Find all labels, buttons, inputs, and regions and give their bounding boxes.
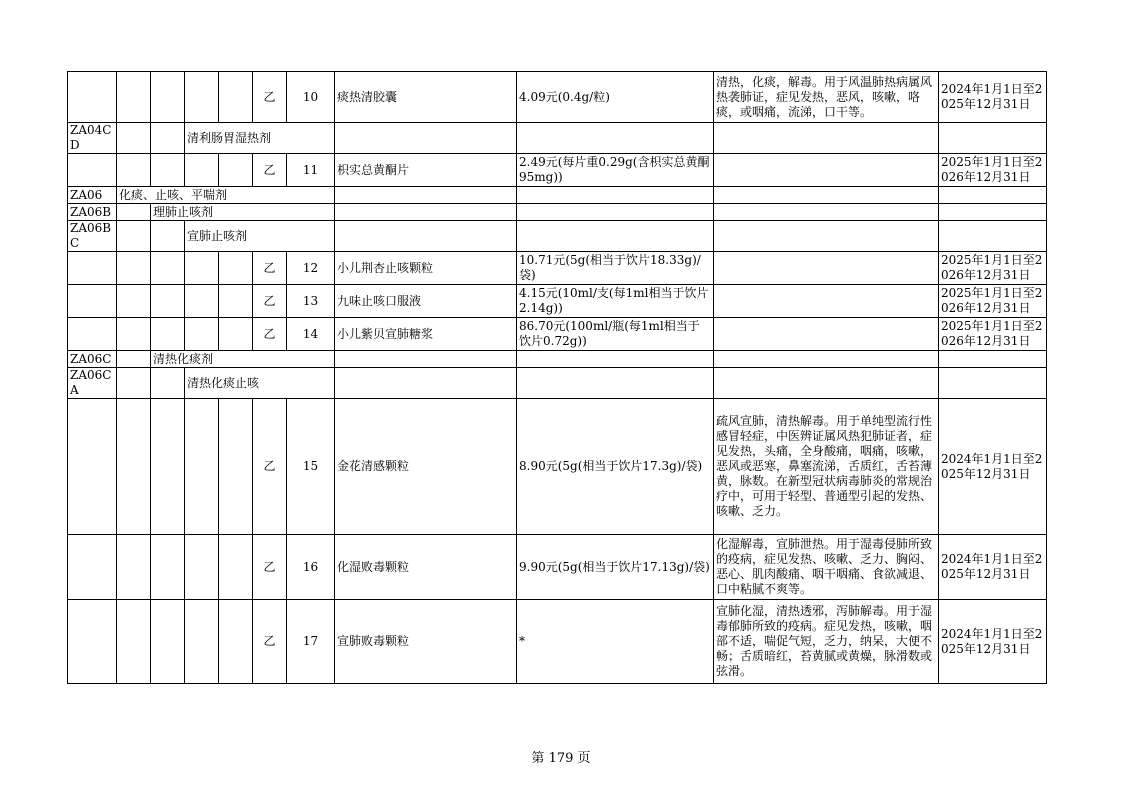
empty-cell bbox=[714, 221, 939, 252]
category-code-cell: ZA06C bbox=[68, 351, 117, 368]
drug-indication-cell bbox=[714, 252, 939, 285]
empty-cell bbox=[68, 535, 117, 600]
drug-kind-cell: 乙 bbox=[253, 318, 287, 351]
empty-cell bbox=[151, 399, 185, 535]
empty-cell bbox=[219, 72, 253, 123]
drug-number-cell: 13 bbox=[287, 285, 335, 318]
drug-name-cell: 枳实总黄酮片 bbox=[335, 154, 517, 187]
empty-cell bbox=[335, 187, 517, 204]
empty-cell bbox=[939, 368, 1047, 399]
empty-cell bbox=[185, 318, 219, 351]
category-label-cell: 清热化痰剂 bbox=[151, 351, 335, 368]
empty-cell bbox=[219, 285, 253, 318]
empty-cell bbox=[117, 535, 151, 600]
empty-cell bbox=[335, 123, 517, 154]
empty-cell bbox=[117, 285, 151, 318]
empty-cell bbox=[151, 285, 185, 318]
empty-cell bbox=[151, 123, 185, 154]
category-label-cell: 清热化痰止咳 bbox=[185, 368, 335, 399]
table-body bbox=[68, 72, 1047, 684]
table-row bbox=[68, 318, 1047, 351]
category-code-cell: ZA06B bbox=[68, 204, 117, 221]
category-code-cell: ZA06BC bbox=[68, 221, 117, 252]
empty-cell bbox=[68, 72, 117, 123]
category-label-cell: 理肺止咳剂 bbox=[151, 204, 335, 221]
empty-cell bbox=[117, 318, 151, 351]
empty-cell bbox=[517, 351, 714, 368]
drug-name-cell: 金花清感颗粒 bbox=[335, 399, 517, 535]
drug-period-cell: 2025年1月1日至2026年12月31日 bbox=[939, 285, 1047, 318]
empty-cell bbox=[185, 285, 219, 318]
drug-indication-cell: 化湿解毒，宣肺泄热。用于湿毒侵肺所致的疫病，症见发热、咳嗽、乏力、胸闷、恶心、肌肉酸痛、咽干咽痛、食欲减退、口中粘腻不爽等。 bbox=[714, 535, 939, 600]
table-row bbox=[68, 72, 1047, 123]
table-row bbox=[68, 368, 1047, 399]
empty-cell bbox=[219, 600, 253, 684]
empty-cell bbox=[117, 600, 151, 684]
empty-cell bbox=[335, 368, 517, 399]
empty-cell bbox=[939, 187, 1047, 204]
empty-cell bbox=[68, 252, 117, 285]
drug-name-cell: 痰热清胶囊 bbox=[335, 72, 517, 123]
empty-cell bbox=[219, 399, 253, 535]
drug-period-cell: 2024年1月1日至2025年12月31日 bbox=[939, 600, 1047, 684]
drug-kind-cell: 乙 bbox=[253, 72, 287, 123]
table-row bbox=[68, 535, 1047, 600]
empty-cell bbox=[151, 72, 185, 123]
empty-cell bbox=[185, 72, 219, 123]
empty-cell bbox=[939, 351, 1047, 368]
drug-price-cell: 10.71元(5g(相当于饮片18.33g)/袋) bbox=[517, 252, 714, 285]
empty-cell bbox=[939, 123, 1047, 154]
drug-number-cell: 11 bbox=[287, 154, 335, 187]
empty-cell bbox=[117, 399, 151, 535]
table-row bbox=[68, 600, 1047, 684]
empty-cell bbox=[714, 187, 939, 204]
drug-kind-cell: 乙 bbox=[253, 535, 287, 600]
table-row bbox=[68, 351, 1047, 368]
empty-cell bbox=[185, 535, 219, 600]
drug-name-cell: 宣肺败毒颗粒 bbox=[335, 600, 517, 684]
empty-cell bbox=[117, 351, 151, 368]
empty-cell bbox=[185, 154, 219, 187]
drug-price-cell: 4.15元(10ml/支(每1ml相当于饮片2.14g)) bbox=[517, 285, 714, 318]
table-row bbox=[68, 399, 1047, 535]
drug-period-cell: 2025年1月1日至2026年12月31日 bbox=[939, 318, 1047, 351]
drug-name-cell: 小儿荆杏止咳颗粒 bbox=[335, 252, 517, 285]
empty-cell bbox=[335, 351, 517, 368]
category-label-cell: 清利肠胃湿热剂 bbox=[185, 123, 335, 154]
empty-cell bbox=[68, 399, 117, 535]
table-row bbox=[68, 252, 1047, 285]
drug-price-cell: 8.90元(5g(相当于饮片17.3g)/袋) bbox=[517, 399, 714, 535]
category-code-cell: ZA04CD bbox=[68, 123, 117, 154]
empty-cell bbox=[117, 368, 151, 399]
empty-cell bbox=[117, 204, 151, 221]
empty-cell bbox=[68, 600, 117, 684]
empty-cell bbox=[151, 600, 185, 684]
drug-period-cell: 2024年1月1日至2025年12月31日 bbox=[939, 535, 1047, 600]
empty-cell bbox=[151, 154, 185, 187]
table-row bbox=[68, 204, 1047, 221]
empty-cell bbox=[68, 285, 117, 318]
drug-period-cell: 2024年1月1日至2025年12月31日 bbox=[939, 72, 1047, 123]
empty-cell bbox=[151, 221, 185, 252]
category-label-cell: 宣肺止咳剂 bbox=[185, 221, 335, 252]
empty-cell bbox=[151, 252, 185, 285]
drug-number-cell: 10 bbox=[287, 72, 335, 123]
drug-price-cell: * bbox=[517, 600, 714, 684]
drug-price-cell: 86.70元(100ml/瓶(每1ml相当于饮片0.72g)) bbox=[517, 318, 714, 351]
empty-cell bbox=[117, 72, 151, 123]
empty-cell bbox=[517, 123, 714, 154]
empty-cell bbox=[939, 221, 1047, 252]
empty-cell bbox=[151, 368, 185, 399]
drug-period-cell: 2025年1月1日至2026年12月31日 bbox=[939, 154, 1047, 187]
category-label-cell: 化痰、止咳、平喘剂 bbox=[117, 187, 335, 204]
drug-kind-cell: 乙 bbox=[253, 154, 287, 187]
drug-name-cell: 九味止咳口服液 bbox=[335, 285, 517, 318]
empty-cell bbox=[517, 187, 714, 204]
drug-number-cell: 15 bbox=[287, 399, 335, 535]
empty-cell bbox=[714, 351, 939, 368]
empty-cell bbox=[335, 204, 517, 221]
drug-indication-cell bbox=[714, 285, 939, 318]
empty-cell bbox=[714, 204, 939, 221]
empty-cell bbox=[219, 535, 253, 600]
empty-cell bbox=[517, 221, 714, 252]
category-code-cell: ZA06 bbox=[68, 187, 117, 204]
page-footer bbox=[0, 747, 1122, 766]
empty-cell bbox=[68, 154, 117, 187]
drug-price-cell: 2.49元(每片重0.29g(含枳实总黄酮95mg)) bbox=[517, 154, 714, 187]
empty-cell bbox=[335, 221, 517, 252]
empty-cell bbox=[219, 318, 253, 351]
empty-cell bbox=[117, 123, 151, 154]
empty-cell bbox=[151, 535, 185, 600]
page-label-prefix: 第 bbox=[531, 751, 545, 766]
empty-cell bbox=[185, 600, 219, 684]
drug-name-cell: 化湿败毒颗粒 bbox=[335, 535, 517, 600]
drug-number-cell: 12 bbox=[287, 252, 335, 285]
empty-cell bbox=[185, 399, 219, 535]
drug-price-cell: 4.09元(0.4g/粒) bbox=[517, 72, 714, 123]
empty-cell bbox=[219, 252, 253, 285]
drug-period-cell: 2025年1月1日至2026年12月31日 bbox=[939, 252, 1047, 285]
drug-kind-cell: 乙 bbox=[253, 252, 287, 285]
empty-cell bbox=[517, 204, 714, 221]
empty-cell bbox=[151, 318, 185, 351]
drug-indication-cell: 宣肺化湿，清热透邪，泻肺解毒。用于湿毒郁肺所致的疫病。症见发热，咳嗽，咽部不适，喘促气短，乏力，纳呆，大便不畅；舌质暗红，苔黄腻或黄燥，脉滑数或弦滑。 bbox=[714, 600, 939, 684]
drug-kind-cell: 乙 bbox=[253, 600, 287, 684]
drug-catalog-table bbox=[67, 71, 1047, 684]
drug-price-cell: 9.90元(5g(相当于饮片17.13g)/袋) bbox=[517, 535, 714, 600]
table-row bbox=[68, 221, 1047, 252]
category-code-cell: ZA06CA bbox=[68, 368, 117, 399]
drug-indication-cell: 清热，化痰，解毒。用于风温肺热病属风热袭肺证，症见发热，恶风，咳嗽，咯痰，或咽痛，流涕，口干等。 bbox=[714, 72, 939, 123]
empty-cell bbox=[714, 123, 939, 154]
drug-name-cell: 小儿紫贝宣肺糖浆 bbox=[335, 318, 517, 351]
drug-indication-cell bbox=[714, 318, 939, 351]
drug-indication-cell: 疏风宣肺，清热解毒。用于单纯型流行性感冒轻症，中医辨证属风热犯肺证者，症见发热，头痛，全身酸痛，咽痛，咳嗽，恶风或恶寒，鼻塞流涕，舌质红，舌苔薄黄，脉数。在新型冠状病毒肺炎的常规治疗中，可用于轻型、普通型引起的发热、咳嗽、乏力。 bbox=[714, 399, 939, 535]
empty-cell bbox=[714, 368, 939, 399]
empty-cell bbox=[117, 221, 151, 252]
empty-cell bbox=[117, 252, 151, 285]
drug-number-cell: 14 bbox=[287, 318, 335, 351]
drug-kind-cell: 乙 bbox=[253, 285, 287, 318]
table-row bbox=[68, 187, 1047, 204]
empty-cell bbox=[219, 154, 253, 187]
page-number: 179 bbox=[548, 751, 574, 766]
empty-cell bbox=[185, 252, 219, 285]
empty-cell bbox=[517, 368, 714, 399]
drug-period-cell: 2024年1月1日至2025年12月31日 bbox=[939, 399, 1047, 535]
drug-number-cell: 16 bbox=[287, 535, 335, 600]
empty-cell bbox=[68, 318, 117, 351]
drug-indication-cell bbox=[714, 154, 939, 187]
drug-number-cell: 17 bbox=[287, 600, 335, 684]
empty-cell bbox=[939, 204, 1047, 221]
page-label-suffix: 页 bbox=[577, 751, 591, 766]
table-row bbox=[68, 285, 1047, 318]
empty-cell bbox=[117, 154, 151, 187]
table-row bbox=[68, 123, 1047, 154]
table-row bbox=[68, 154, 1047, 187]
drug-kind-cell: 乙 bbox=[253, 399, 287, 535]
